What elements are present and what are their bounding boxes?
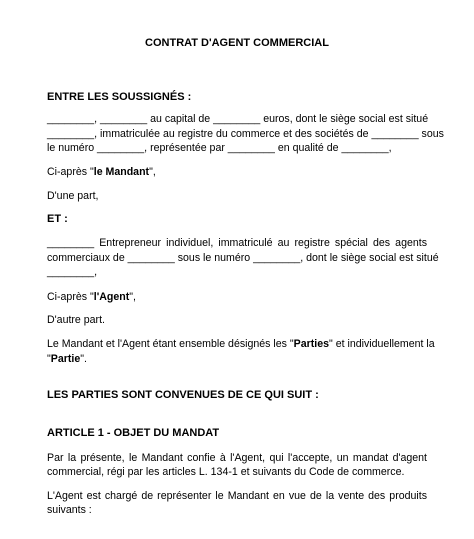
section-between-heading: ENTRE LES SOUSSIGNÉS : — [47, 91, 192, 103]
agent-ref-suffix: ", — [129, 291, 136, 303]
agent-line-2: commerciaux de ________ sous le numéro ________, dont le siège social est situé — [47, 252, 439, 264]
agent-ref-prefix: Ci-après " — [47, 291, 94, 303]
mandant-line-2: ________, immatriculée au registre du commerce et des sociétés de ________ sous — [47, 128, 444, 140]
parties-line-2 — [47, 353, 87, 366]
agent-line-3: ________, — [47, 266, 98, 278]
one-part-text: D'une part, — [47, 190, 99, 202]
mandant-ref-term: le Mandant — [93, 166, 150, 178]
mandant-ref-suffix: ", — [149, 166, 156, 178]
mandant-ref-prefix: Ci-après " — [47, 166, 94, 178]
other-part-text: D'autre part. — [47, 314, 105, 326]
parties-line-1-suffix: " et individuellement la — [329, 338, 435, 350]
mandant-line-3: le numéro ________, représentée par ________ en qualité de ________, — [47, 142, 392, 154]
article-1-para-1-line-1: Par la présente, le Mandant confie à l'Agent, qui l'accepte, un mandat d'agent — [47, 452, 427, 464]
parties-line-2-suffix: ". — [80, 353, 87, 365]
article-1-para-1-line-2: commercial, régi par les articles L. 134-1 et suivants du Code de commerce. — [47, 466, 405, 478]
parties-line-2-prefix: " — [47, 353, 51, 365]
agent-line-1: ________ Entrepreneur individuel, immatriculé au registre spécial des agents — [47, 237, 427, 249]
article-1-para-2-line-1: L'Agent est chargé de représenter le Mandant en vue de la vente des produits — [47, 490, 427, 502]
mandant-reference — [47, 166, 156, 179]
and-heading: ET : — [47, 213, 68, 225]
article-1-para-2-line-2: suivants : — [47, 504, 92, 516]
document-title: CONTRAT D'AGENT COMMERCIAL — [145, 37, 329, 49]
agent-ref-term: l'Agent — [93, 291, 130, 303]
mandant-line-1: ________, ________ au capital de ________ euros, dont le siège social est situé — [47, 113, 429, 125]
article-1-heading: ARTICLE 1 - OBJET DU MANDAT — [47, 427, 220, 439]
agreement-heading: LES PARTIES SONT CONVENUES DE CE QUI SUIT : — [47, 389, 319, 401]
partie-term: Partie — [50, 353, 81, 365]
parties-term: Parties — [293, 338, 330, 350]
parties-line-1 — [47, 338, 435, 351]
parties-line-1-prefix: Le Mandant et l'Agent étant ensemble désignés les " — [47, 338, 294, 350]
agent-reference — [47, 291, 136, 304]
